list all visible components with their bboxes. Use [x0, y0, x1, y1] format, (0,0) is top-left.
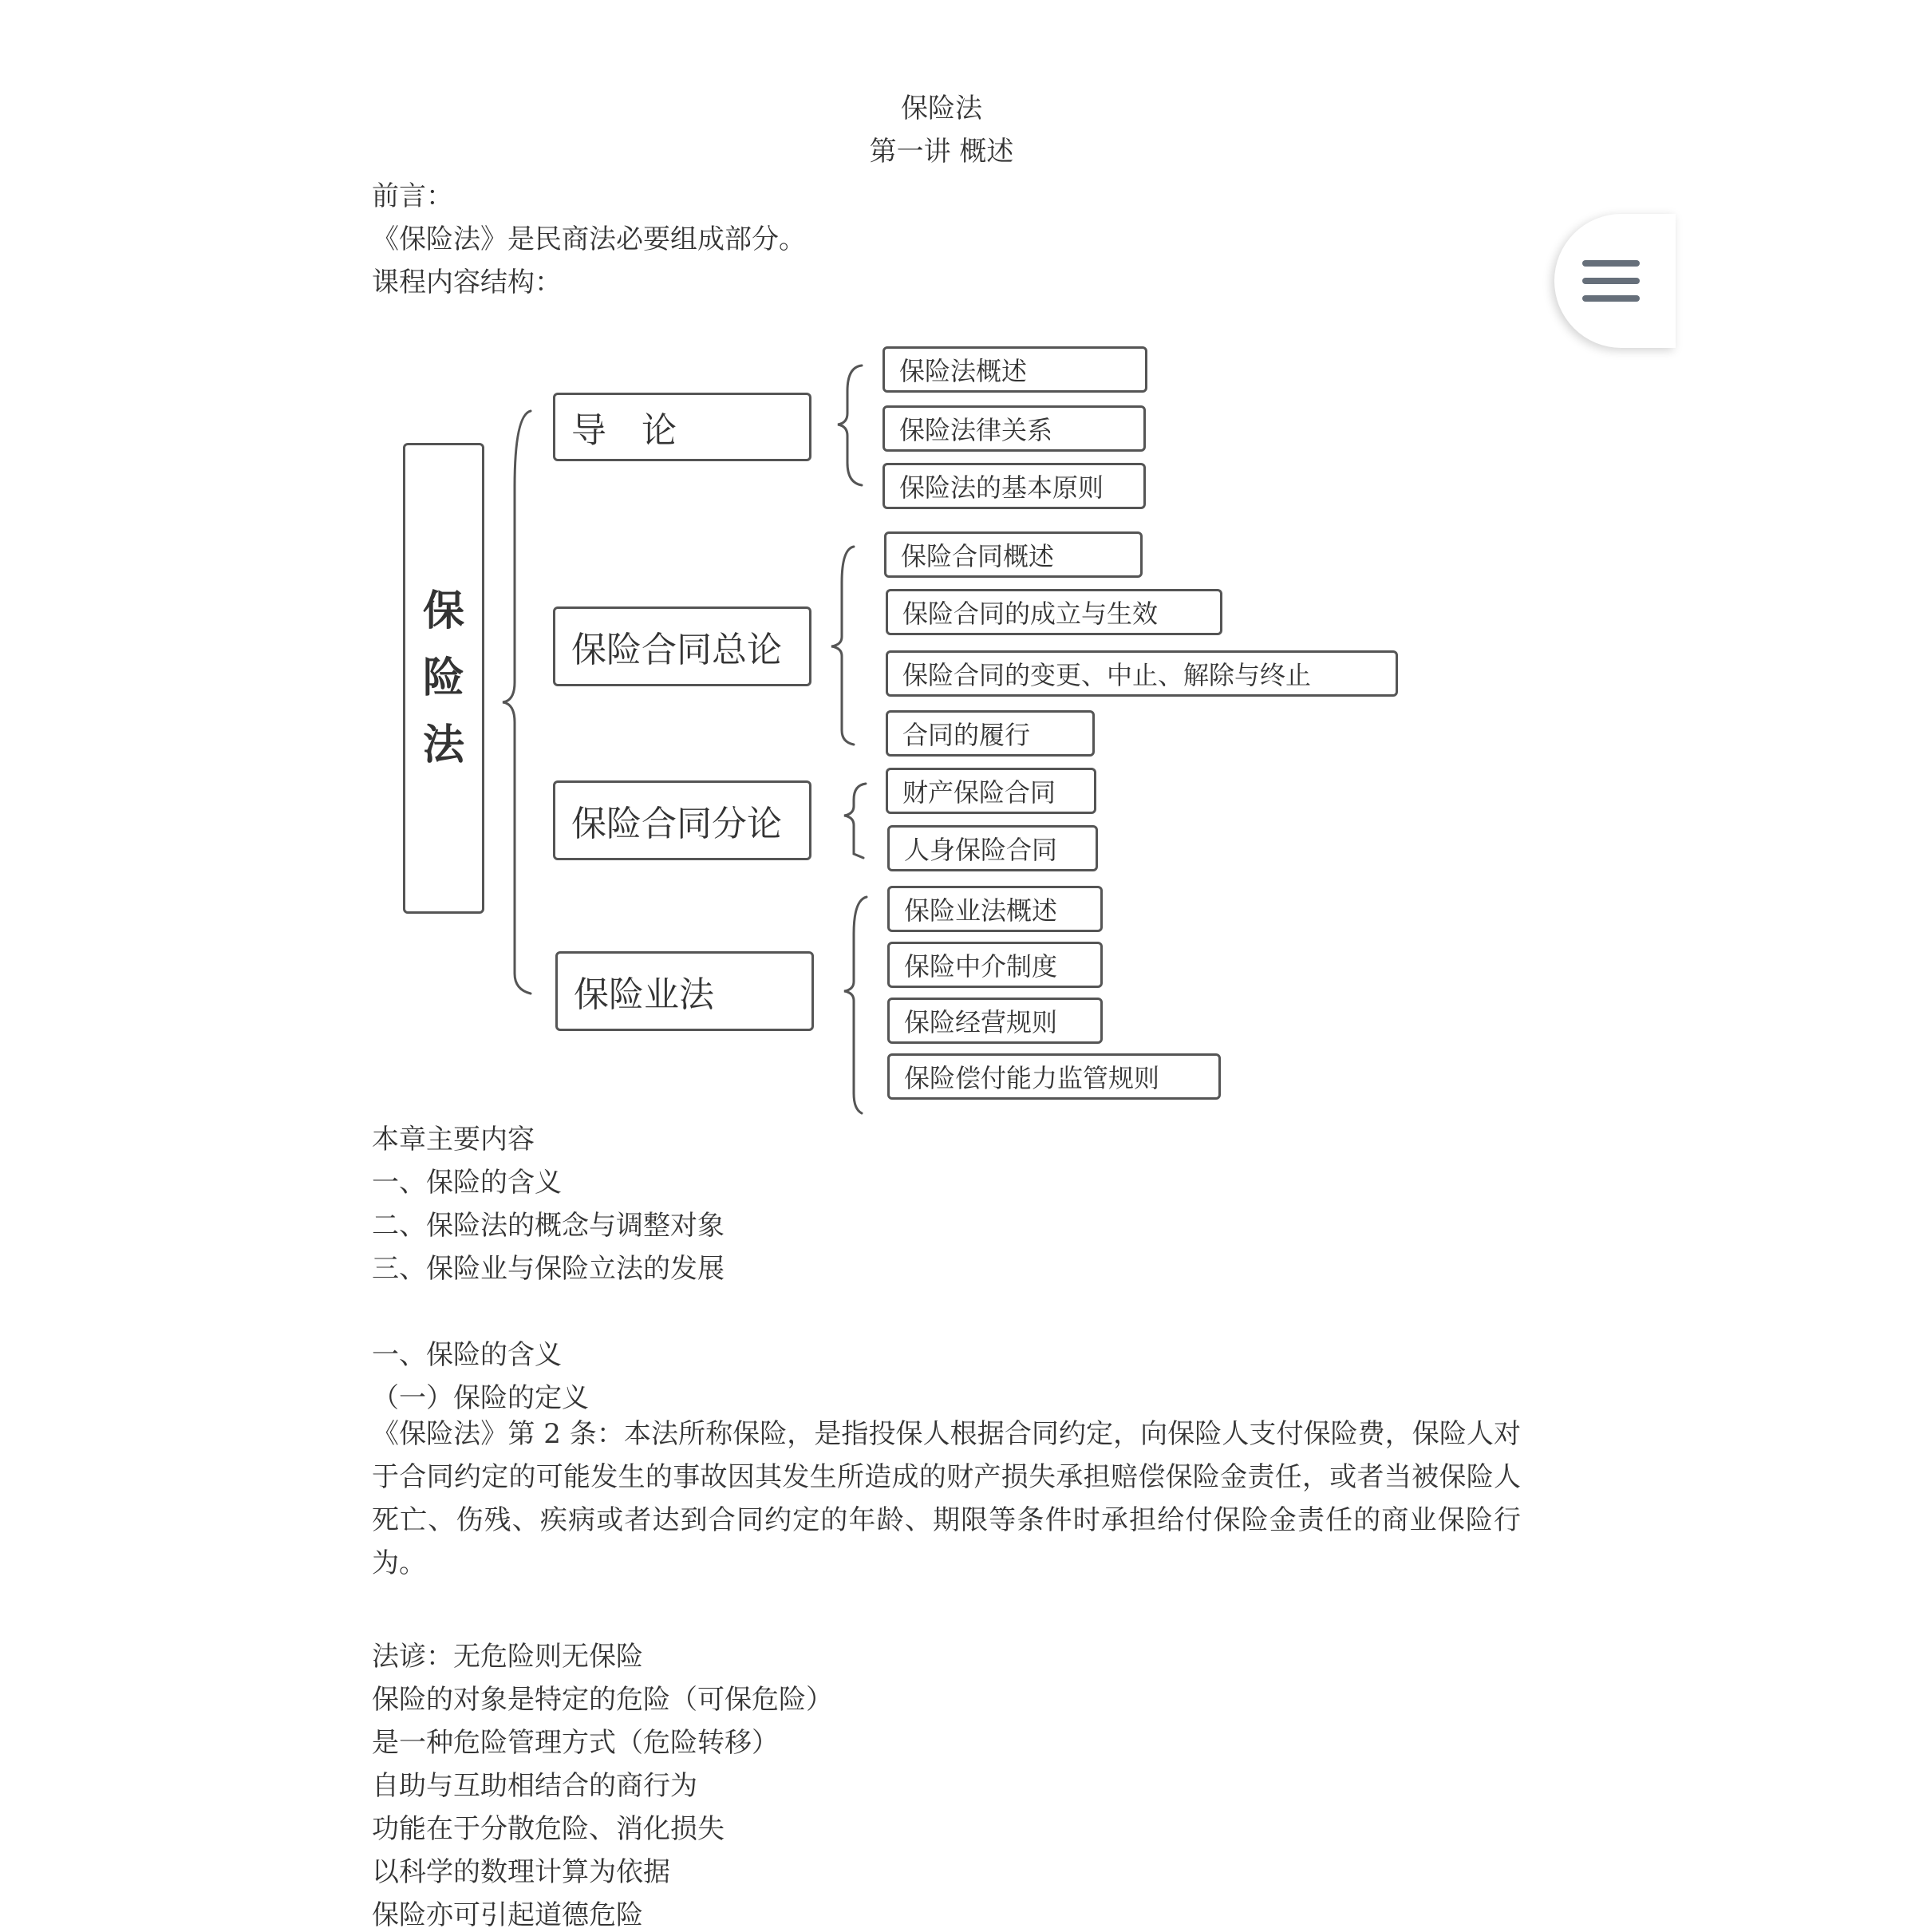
group1-item-1: 保险法概述	[882, 346, 1147, 393]
group3-item-1: 财产保险合同	[886, 768, 1096, 814]
doc-title: 保险法	[901, 93, 982, 124]
group-box-contract-specific: 保险合同分论	[553, 780, 811, 860]
note-6: 以科学的数理计算为依据	[372, 1856, 670, 1888]
group-box-industry-law: 保险业法	[555, 951, 814, 1031]
group2-item-2: 保险合同的成立与生效	[886, 589, 1222, 635]
section1-heading: 一、保险的含义	[372, 1339, 562, 1371]
group1-item-3: 保险法的基本原则	[882, 463, 1146, 509]
note-2: 保险的对象是特定的危险（可保危险）	[372, 1684, 833, 1716]
article-2-text: 《保险法》第 2 条：本法所称保险，是指投保人根据合同约定，向保险人支付保险费，保险人对于合同约定的可能发生的事故因其发生所造成的财产损失承担赔偿保险金责任，或者当被保险人死亡、伤残、疾病或者达到合同约定的年龄、期限等条件时承担给付保险金责任的商业保险行为。	[372, 1418, 1521, 1579]
group2-item-4: 合同的履行	[886, 710, 1095, 757]
section1-subheading: （一）保险的定义	[372, 1382, 589, 1414]
group-box-intro: 导 论	[553, 393, 811, 461]
note-7: 保险亦可引起道德危险	[372, 1899, 643, 1931]
hamburger-menu-icon	[1581, 259, 1641, 303]
chapter-item-2: 二、保险法的概念与调整对象	[372, 1210, 725, 1242]
group-box-contract-general: 保险合同总论	[553, 606, 811, 686]
note-5: 功能在于分散危险、消化损失	[372, 1813, 725, 1845]
group3-item-2: 人身保险合同	[887, 825, 1098, 871]
note-1: 法谚：无危险则无保险	[372, 1641, 643, 1673]
note-4: 自助与互助相结合的商行为	[372, 1770, 697, 1802]
diagram-root-box	[403, 443, 484, 914]
doc-subtitle: 第一讲 概述	[869, 136, 1014, 168]
group1-item-2: 保险法律关系	[882, 405, 1146, 452]
menu-button[interactable]	[1554, 214, 1676, 348]
chapter-heading: 本章主要内容	[372, 1124, 535, 1156]
group4-item-2: 保险中介制度	[887, 942, 1103, 988]
group2-item-3: 保险合同的变更、中止、解除与终止	[886, 650, 1398, 697]
group4-item-3: 保险经营规则	[887, 998, 1103, 1044]
chapter-item-3: 三、保险业与保险立法的发展	[372, 1253, 725, 1285]
preface-label: 前言：	[372, 180, 453, 212]
chapter-item-1: 一、保险的含义	[372, 1167, 562, 1199]
structure-label: 课程内容结构：	[372, 267, 562, 298]
root-char-3: 法	[422, 721, 464, 769]
root-char-2: 险	[422, 654, 464, 702]
note-3: 是一种危险管理方式（危险转移）	[372, 1727, 779, 1759]
course-structure-diagram	[359, 327, 1508, 1133]
group4-item-1: 保险业法概述	[887, 886, 1103, 932]
preface-text: 《保险法》是民商法必要组成部分。	[372, 223, 806, 255]
group4-item-4: 保险偿付能力监管规则	[887, 1053, 1221, 1100]
root-char-1: 保	[422, 587, 464, 635]
group2-item-1: 保险合同概述	[884, 531, 1143, 578]
